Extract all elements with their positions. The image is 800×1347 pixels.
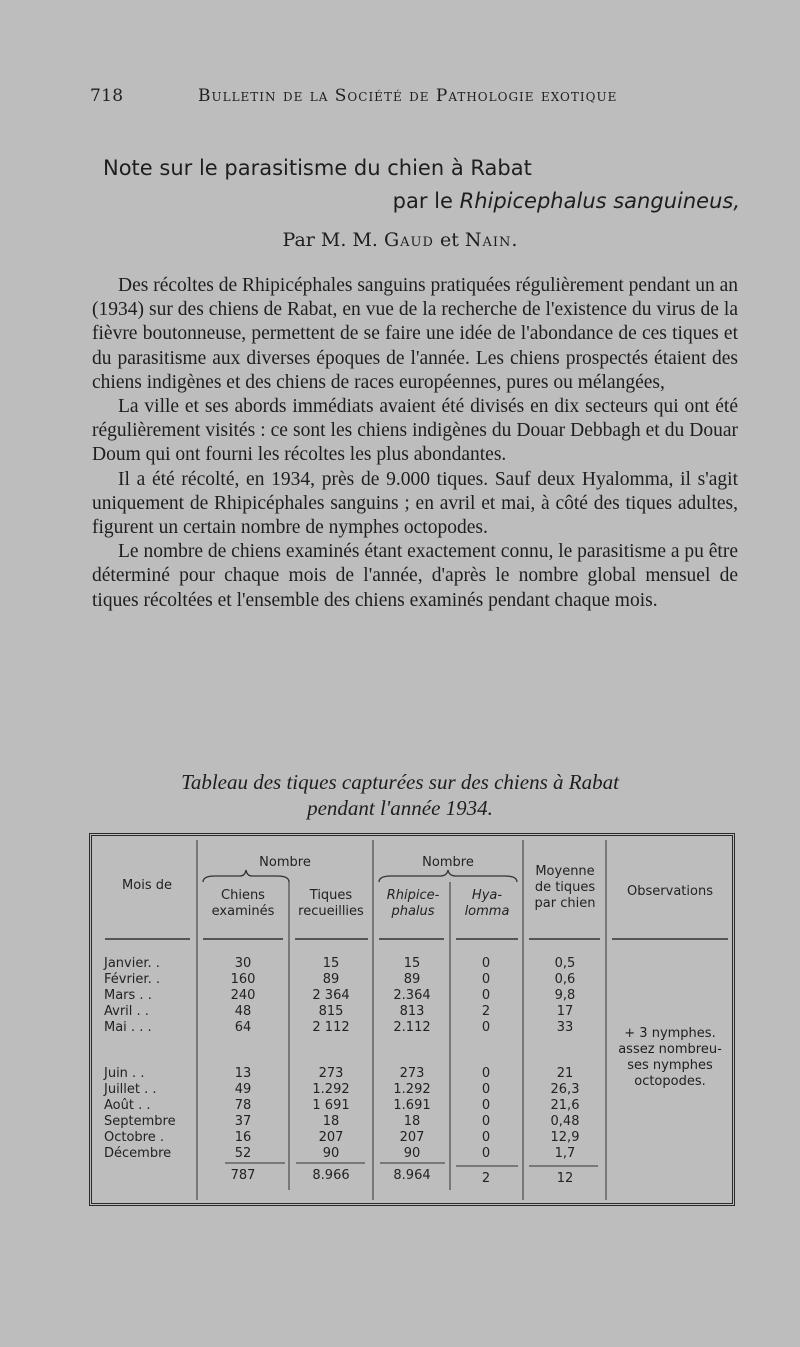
author-nain: Nain bbox=[464, 229, 512, 251]
cell-rhipi: 813 bbox=[399, 1004, 425, 1019]
article-title: Note sur le parasitisme du chien à Rabat bbox=[103, 156, 532, 180]
header-nombre-2: Nombre bbox=[422, 855, 474, 870]
obs-line-3: ses nymphes bbox=[627, 1058, 713, 1073]
subtitle-prefix: par le bbox=[392, 189, 460, 213]
header-nombre-1: Nombre bbox=[259, 855, 311, 870]
cell-rhipi: 273 bbox=[399, 1066, 425, 1081]
cell-chiens: 49 bbox=[234, 1082, 252, 1097]
cell-moyenne: 0,6 bbox=[554, 972, 576, 987]
cell-rhipi: 90 bbox=[403, 1146, 421, 1161]
cell-hyalomma: 0 bbox=[481, 1098, 491, 1113]
header-chiens: Chiens examinés bbox=[211, 888, 275, 919]
cell-rhipi: 89 bbox=[403, 972, 421, 987]
authors-prefix: Par M. M. bbox=[282, 229, 384, 251]
header-moyenne: Moyenne de tiques par chien bbox=[534, 864, 596, 911]
cell-mois: Janvier. . bbox=[104, 956, 160, 971]
cell-hyalomma: 2 bbox=[481, 1004, 491, 1019]
cell-chiens: 48 bbox=[234, 1004, 252, 1019]
obs-line-1: + 3 nymphes. bbox=[624, 1026, 716, 1041]
journal-title: Bulletin de la Société de Pathologie exotique bbox=[198, 86, 618, 106]
paragraph-4: Le nombre de chiens examinés étant exactement connu, le parasitisme a pu être déterminé pour chaque mois de l'année, d'après le nombre global mensuel de tiques récoltées et l'ensemble des chiens examinés pendant chaque mois. bbox=[92, 541, 738, 611]
cell-tiques: 1.292 bbox=[312, 1082, 350, 1097]
cell-rhipi: 18 bbox=[403, 1114, 421, 1129]
cell-rhipi: 1.292 bbox=[393, 1082, 431, 1097]
cell-hyalomma: 0 bbox=[481, 988, 491, 1003]
observations-note bbox=[606, 1026, 734, 1090]
total-hyalomma: 2 bbox=[481, 1171, 491, 1186]
header-mois: Mois de bbox=[122, 878, 172, 893]
total-tiques: 8.966 bbox=[312, 1168, 350, 1183]
cell-chiens: 37 bbox=[234, 1114, 252, 1129]
cell-moyenne: 33 bbox=[556, 1020, 574, 1035]
cell-moyenne: 1,7 bbox=[554, 1146, 576, 1161]
authors-suffix: . bbox=[511, 229, 518, 251]
cell-mois: Octobre . bbox=[104, 1130, 165, 1145]
cell-tiques: 18 bbox=[322, 1114, 340, 1129]
cell-moyenne: 21,6 bbox=[550, 1098, 580, 1113]
cell-tiques: 815 bbox=[318, 1004, 344, 1019]
caption-line-1: Tableau des tiques capturées sur des chiens à Rabat bbox=[181, 770, 619, 794]
cell-tiques: 1 691 bbox=[312, 1098, 350, 1113]
cell-mois: Juillet . . bbox=[104, 1082, 157, 1097]
header-observations: Observations bbox=[627, 884, 713, 899]
cell-hyalomma: 0 bbox=[481, 1066, 491, 1081]
cell-moyenne: 17 bbox=[556, 1004, 574, 1019]
cell-tiques: 207 bbox=[318, 1130, 344, 1145]
cell-mois: Août . . bbox=[104, 1098, 151, 1113]
cell-mois: Septembre bbox=[104, 1114, 176, 1129]
paragraph-1: Des récoltes de Rhipicéphales sanguins pratiquées régulièrement pendant un an (1934) sur des chiens de Rabat, en vue de la recherche de l'existence du virus de la fièvre boutonneuse, permettent de se faire une idée de l'abondance de ces tiques et du parasitisme aux diverses époques de l'année. Les chiens prospectés étaient des chiens indigènes et des chiens de races européennes, pures ou mélangées, bbox=[92, 275, 739, 393]
cell-rhipi: 2.364 bbox=[393, 988, 431, 1003]
obs-line-2: assez nombreu- bbox=[618, 1042, 722, 1057]
cell-hyalomma: 0 bbox=[481, 956, 491, 971]
cell-moyenne: 0,5 bbox=[554, 956, 576, 971]
cell-mois: Mai . . . bbox=[104, 1020, 152, 1035]
cell-rhipi: 207 bbox=[399, 1130, 425, 1145]
cell-mois: Mars . . bbox=[104, 988, 152, 1003]
cell-hyalomma: 0 bbox=[481, 1114, 491, 1129]
paragraph-2: La ville et ses abords immédiats avaient été divisés en dix secteurs qui ont été régulièrement visités : ce sont les chiens indigènes du Douar Debbagh et du Douar Doum qui ont fourni les récoltes les plus abondantes. bbox=[92, 396, 738, 466]
caption-line-2: pendant l'année 1934. bbox=[307, 796, 493, 820]
cell-chiens: 240 bbox=[230, 988, 256, 1003]
cell-moyenne: 21 bbox=[556, 1066, 574, 1081]
species-name: Rhipicephalus sanguineus, bbox=[459, 189, 740, 213]
cell-tiques: 2 112 bbox=[312, 1020, 350, 1035]
cell-tiques: 273 bbox=[318, 1066, 344, 1081]
total-rhipi: 8.964 bbox=[393, 1168, 431, 1183]
header-hyalomma: Hya-lomma bbox=[464, 888, 510, 919]
header-rhipicephalus: Rhipice-phalus bbox=[386, 888, 440, 919]
cell-moyenne: 0,48 bbox=[550, 1114, 580, 1129]
cell-mois: Février. . bbox=[104, 972, 160, 987]
header-tiques: Tiques recueillies bbox=[298, 888, 364, 919]
cell-chiens: 78 bbox=[234, 1098, 252, 1113]
cell-chiens: 30 bbox=[234, 956, 252, 971]
cell-rhipi: 1.691 bbox=[393, 1098, 431, 1113]
authors-separator: et bbox=[433, 229, 465, 251]
cell-moyenne: 12,9 bbox=[550, 1130, 580, 1145]
cell-chiens: 160 bbox=[230, 972, 256, 987]
total-moyenne: 12 bbox=[556, 1171, 574, 1186]
cell-chiens: 13 bbox=[234, 1066, 252, 1081]
cell-mois: Décembre bbox=[104, 1146, 172, 1161]
cell-hyalomma: 0 bbox=[481, 972, 491, 987]
cell-mois: Avril . . bbox=[104, 1004, 149, 1019]
cell-chiens: 64 bbox=[234, 1020, 252, 1035]
cell-tiques: 15 bbox=[322, 956, 340, 971]
paragraph-3: Il a été récolté, en 1934, près de 9.000 tiques. Sauf deux Hyalomma, il s'agit uniquement de Rhipicéphales sanguins ; en avril et mai, à côté des tiques adultes, figurent un certain nombre de nymphes octopodes. bbox=[92, 468, 738, 539]
cell-tiques: 2 364 bbox=[312, 988, 350, 1003]
cell-hyalomma: 0 bbox=[481, 1020, 491, 1035]
cell-hyalomma: 0 bbox=[481, 1130, 491, 1145]
cell-rhipi: 2.112 bbox=[393, 1020, 431, 1035]
author-gaud: Gaud bbox=[383, 229, 434, 251]
page-number: 718 bbox=[90, 86, 124, 106]
obs-line-4: octopodes. bbox=[634, 1074, 706, 1089]
cell-rhipi: 15 bbox=[403, 956, 421, 971]
cell-tiques: 89 bbox=[322, 972, 340, 987]
cell-mois: Juin . . bbox=[104, 1066, 145, 1081]
cell-tiques: 90 bbox=[322, 1146, 340, 1161]
cell-chiens: 52 bbox=[234, 1146, 252, 1161]
cell-hyalomma: 0 bbox=[481, 1082, 491, 1097]
total-chiens: 787 bbox=[230, 1168, 256, 1183]
cell-moyenne: 9,8 bbox=[554, 988, 576, 1003]
cell-moyenne: 26,3 bbox=[550, 1082, 580, 1097]
cell-chiens: 16 bbox=[234, 1130, 252, 1145]
cell-hyalomma: 0 bbox=[481, 1146, 491, 1161]
